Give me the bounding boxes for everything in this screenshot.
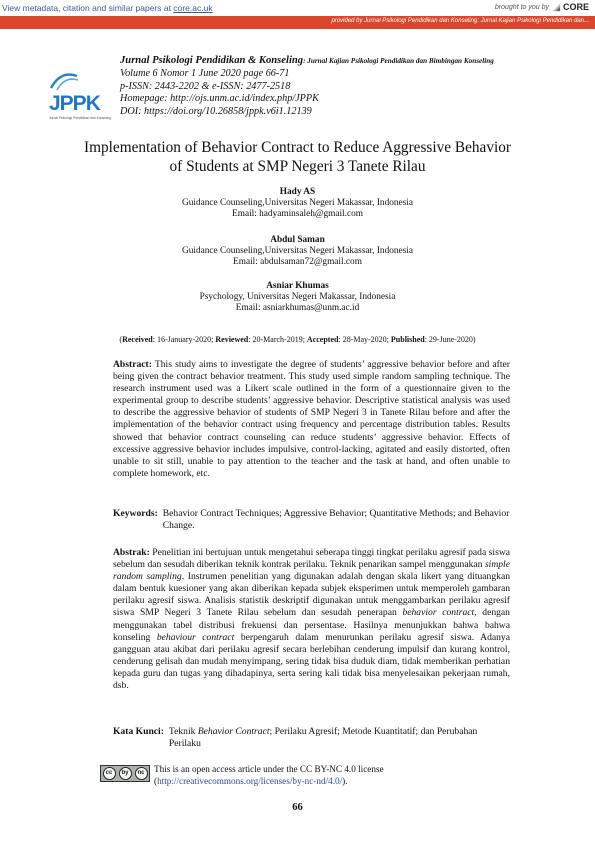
keywords-english: Keywords: Behavior Contract Techniques; Aggressive Behavior; Quantitative Methods; and Behavior Change. [113, 508, 510, 532]
core-link[interactable]: core.ac.uk [173, 3, 213, 13]
provided-by-bar [0, 16, 595, 29]
journal-volume: Volume 6 Nomor 1 June 2020 page 66-71 [120, 67, 290, 79]
jppk-logo [47, 68, 115, 124]
author-email: Email: hadyaminsaleh@gmail.com [232, 209, 363, 220]
author-affiliation: Guidance Counseling,Universitas Negeri Makassar, Indonesia [182, 246, 413, 257]
abstract-indonesian: Abstrak: Penelitian ini bertujuan untuk mengetahui seberapa tinggi tingkat perilaku agresif pada siswa sebelum dan sesudah diberikan teknik kontrak perilaku. Teknik penarikan sampel menggunakan simple random sampling. Instrumen penelitian yang digunakan adalah dengan skala likert yang dituangkan dalam bentuk kuesioner yang akan diberikan kepada subjek eksperimen untuk memperoleh gambaran perilaku agresif siswa. Analisis statistik deskriptif digunakan untuk menggambarkan perilaku agresif siswa SMP Negeri 3 Tanete Rilau sebelum dan sesudah penerapan behavior contract, dengan menggunakan tabel distribusi frekuensi dan persentase. Hasilnya menunjukkan bahwa bahwa konseling behaviour contract berpengaruh dalam menurunkan perilaku agresif siswa. Adanya gangguan atau akibat dari perilaku agresif secara berlebihan cenderung impulsif dan kurang kontrol, cenderung gelisah dan mudah menyimpang, sering tidak bisa duduk diam, tidak memberikan perhatian kepada guru dan tugas yang dihadapinya, serta sering kali tidak bisa menyelesaikan pekerjaan rumah, dsb. [113, 547, 510, 692]
journal-header [120, 55, 560, 119]
license-link[interactable]: http://creativecommons.org/licenses/by-nc-nd/4.0/ [157, 775, 343, 786]
author-affiliation: Psychology, Universitas Negeri Makassar, Indonesia [199, 292, 396, 303]
core-logo-icon [552, 3, 561, 12]
logo-tagline: Jurnal Psikologi Pendidikan dan Konseling [49, 116, 112, 120]
keywords-indonesian: Kata Kunci: Teknik Behavior Contract; Perilaku Agresif; Metode Kuantitatif; dan Perubahan Perilaku [113, 726, 478, 750]
core-logo[interactable]: CORE [552, 2, 589, 12]
jppk-logo-graphic [47, 68, 115, 124]
paper-title: Implementation of Behavior Contract to Reduce Aggressive Behavior of Students at SMP Negeri 3 Tanete Rilau [84, 139, 511, 175]
cc-by-nc-badge-icon[interactable]: cc by nc [100, 765, 150, 782]
author-block [60, 281, 535, 315]
page-number: 66 [292, 802, 303, 813]
author-name: Abdul Saman [270, 235, 325, 245]
author-block [60, 187, 535, 221]
abstract-english: Abstract: This study aims to investigate the degree of students’ aggressive behavior before and after being given the contract behavior treatment. This study used simple random sampling technique. The research instrument used was a Likert scale outlined in the form of a questionnaire given to the experimental group to describe students’ aggressive behavior. Descriptive statistical analysis was used to describe the aggressive behavior of students of SMP Negeri 3 in Tanete Rilau before and after the implementation of the behavior contract using frequency and percentage distribution tables. Results showed that behavior contract counseling can reduce students’ aggressive behavior. Effects of excessive aggressive behavior includes impulsive, control-lacking, agitated and easily distorted, often unable to sit still, unable to pay attention to the teacher and the task at hand, and often unable to complete homework, etc. [113, 359, 510, 479]
author-name: Hady AS [279, 187, 316, 197]
core-banner-text: View metadata, citation and similar papers at core.ac.uk [2, 3, 213, 13]
author-block [60, 235, 535, 269]
author-name: Asniar Khumas [266, 281, 329, 291]
submission-dates: (Received: 16-January-2020; Reviewed: 20-March-2019; Accepted: 28-May-2020; Published: 29-June-2020) [119, 335, 476, 344]
provided-by-text: provided by Jurnal Psikologi Pendidikan dan Konseling: Jurnal Kajian Psikologi Pendidikan dan... [331, 18, 589, 24]
author-email: Email: abdulsaman72@gmail.com [233, 257, 362, 268]
brought-by: brought to you by CORE [494, 2, 589, 12]
license-block [100, 764, 480, 787]
journal-homepage[interactable]: Homepage: http://ojs.unm.ac.id/index.php/JPPK [120, 93, 319, 105]
journal-issn: p-ISSN: 2443-2202 & e-ISSN: 2477-2518 [120, 80, 291, 92]
author-affiliation: Guidance Counseling,Universitas Negeri Makassar, Indonesia [182, 198, 413, 209]
journal-name-line: Jurnal Psikologi Pendidikan & Konseling: Jurnal Kajian Psikologi Pendidikan dan Bimbingan Konseling [120, 55, 494, 66]
journal-doi[interactable]: DOI: https://doi.org/10.26858/jppk.v6i1.12139 [120, 106, 312, 118]
author-email: Email: asniarkhumas@unm.ac.id [235, 303, 360, 314]
license-text: This is an open access article under the CC BY-NC 4.0 license (http://creativecommons.org/licenses/by-nc-nd/4.0/). [154, 764, 384, 786]
logo-text: JPPK [49, 92, 100, 115]
